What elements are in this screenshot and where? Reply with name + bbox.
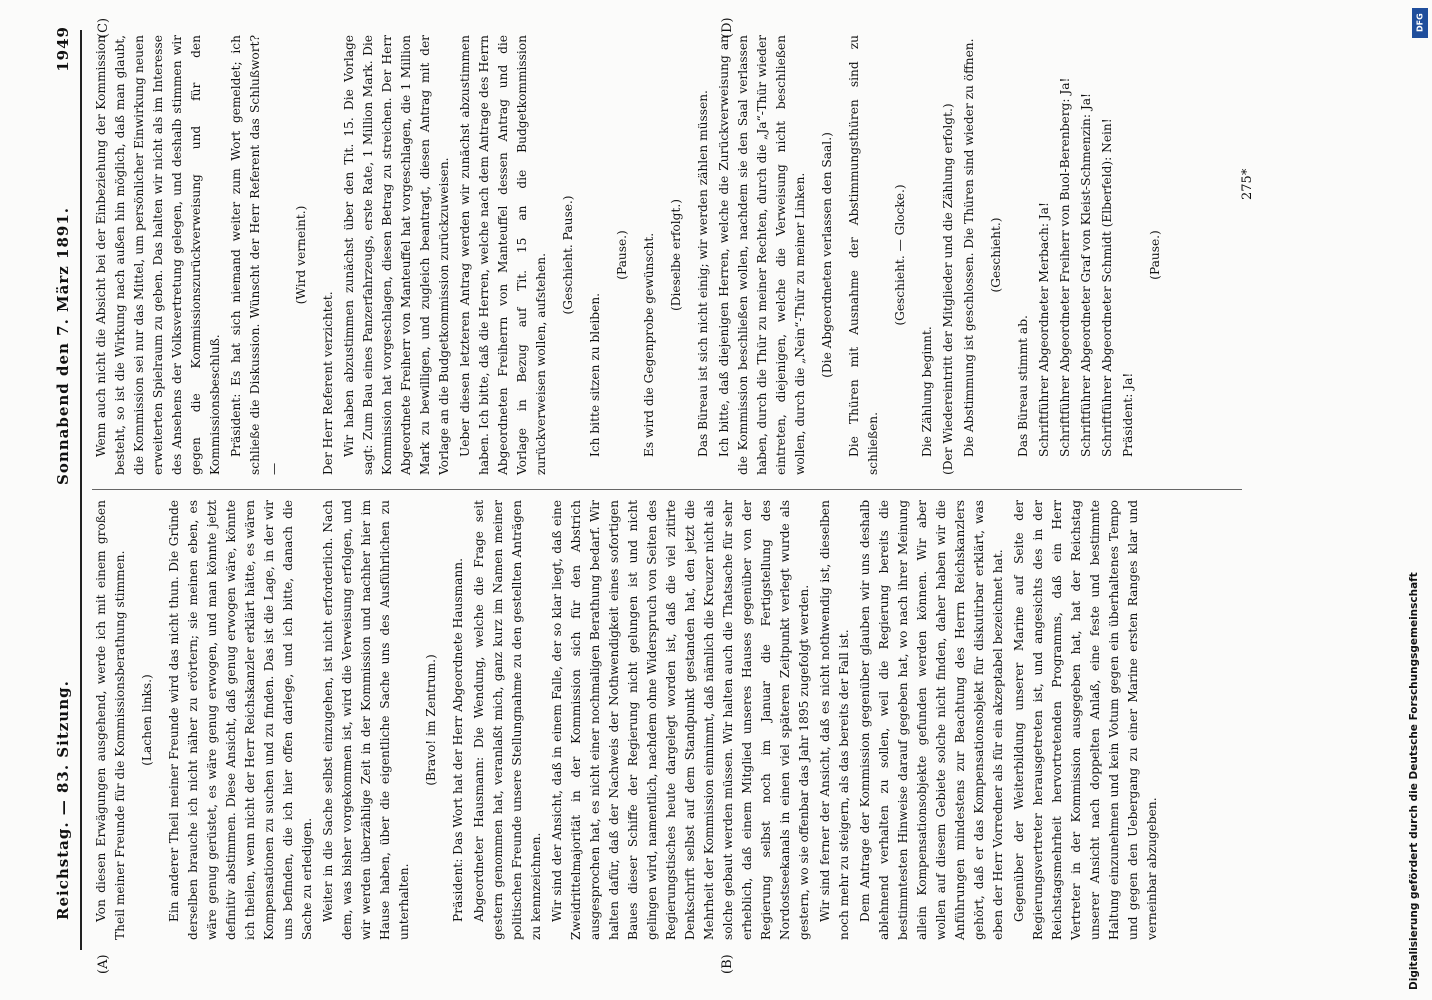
paragraph: Wir sind der Ansicht, daß in einem Falle, der so klar liegt, daß eine Zweidrittelmajorität in der Kommission sich für den Abstrich ausgesprochen hat, es nicht einer nochmaligen Berathung bedarf. Wir halten dafür, daß der Nachweis der Nothwendigkeit eines sofortigen Baues dieser Schiffe der Regierung nicht gelungen ist und nicht gelingen wird, namentlich, nachdem ohne Widerspruch von Seiten des Regierungstisches heute dargelegt worden ist, daß die viel zitirte Denkschrift selbst auf dem Standpunkt gestanden hat, den jetzt die Mehrheit der Kommission einnimmt, daß nämlich die Kreuzer nicht als solche gebaut werden müssen. Wir halten auch die Thatsache für sehr erheblich, daß einem Mitglied unseres Hauses gegenüber von der Regierung selbst noch im Januar die Fertigstellung des Nordostseekanals in einen viel späteren Zeitpunkt verlegt wurde als gestern, wo sie offenbar das Jahr 1895 zugefolgt werden. bbox=[550, 500, 811, 940]
paragraph: Dem Antrage der Kommission gegenüber glauben wir uns deshalb ablehnend verhalten zu sollen, weil die Regierung bereits die bestimmtesten Hinweise darauf gegeben hat, wo nach ihrer Meinung allein Kompensationsobjekte gefunden werden können. Wir aber wollen auf diesem Gebiete solche nicht finden, daher haben wir die Anführungen mindestens zur Beachtung des Herrn Reichskanzlers gehört, daß er das Kompensationsobjekt für diskutirbar erklärt, was eben der Herr Vorredner als für ein akzeptabel bezeichnet hat. bbox=[858, 500, 1005, 940]
dfg-logo: DFG bbox=[1412, 8, 1428, 38]
margin-marker-b: (B) bbox=[720, 954, 735, 974]
paragraph: Ueber diesen letzteren Antrag werden wir zunächst abzustimmen haben. Ich bitte, daß die Herren, welche nach dem Antrage des Herrn Abgeordneten Freiherrn von Manteuffel dessen Antrag und die Vorlage in Bezug auf Tit. 15 an die Budgetkommission zurückverweisen wollen, aufstehen. bbox=[458, 35, 548, 475]
paragraph: Gegenüber der Weiterbildung unserer Marine auf Seite der Regierungsvertreter herausgetreten ist, und angesichts des in der Reichstagsmehrheit hervortretenden Programms, daß ein Herr Vertreter in der Kommission ausgegeben hat, hat der Reichstag unserer Ansicht nach doppelten Anlaß, eine feste und bestimmte Haltung einzunehmen und kein Votum gegen ein überhaltenes Tempo und gegen den Uebergang zu einer Marine ersten Ranges klar und verneinbar abzugeben. bbox=[1012, 500, 1159, 940]
funding-credit: Digitalisierung gefördert durch die Deutsche Forschungsgemeinschaft bbox=[1408, 572, 1420, 990]
paragraph: Die Abstimmung ist geschlossen. Die Thüren sind wieder zu öffnen. bbox=[962, 38, 976, 457]
paragraph: Schriftführer Abgeordneter Merbach: Ja! bbox=[1037, 202, 1051, 457]
paragraph: Präsident: Es hat sich niemand weiter zum Wort gemeldet; ich schließe die Diskussion. Wünscht der Herr Referent das Schlußwort? — bbox=[229, 35, 281, 475]
left-column bbox=[92, 500, 1164, 940]
paragraph: Das Büreau ist sich nicht einig; wir werden zählen müssen. bbox=[696, 90, 710, 457]
paragraph: (Bravo! im Zentrum.) bbox=[424, 654, 438, 786]
paragraph: Ich bitte, daß diejenigen Herren, welche die Zurückverweisung an die Kommission beschließen wollen, nachdem sie den Saal verlassen haben, durch die Thür zu meiner Rechten, durch die „Ja“-Thür wieder eintreten, diejenigen, welche die Verweisung nicht beschließen wollen, durch die „Nein“-Thür zu meiner Linken. bbox=[717, 35, 807, 475]
paragraph: Das Büreau stimmt ab. bbox=[1016, 315, 1030, 457]
paragraph: Abgeordneter Hausmann: Die Wendung, welche die Frage seit gestern genommen hat, veranlaßt mich, ganz kurz im Namen meiner politischen Freunde unsere Stellungnahme zu den gestellten Anträgen zu kennzeichnen. bbox=[472, 500, 543, 940]
margin-marker-a: (A) bbox=[96, 954, 111, 974]
paragraph: Ich bitte sitzen zu bleiben. bbox=[588, 292, 602, 457]
paragraph: (Geschieht. — Glocke.) bbox=[893, 184, 907, 326]
running-head bbox=[54, 20, 78, 980]
paragraph: (Dieselbe erfolgt.) bbox=[669, 199, 683, 312]
paragraph: Die Zählung beginnt. bbox=[920, 326, 934, 457]
signature-mark: 275* bbox=[1240, 168, 1255, 200]
header-rule bbox=[80, 30, 82, 950]
paragraph: Wir haben abzustimmen zunächst über den Tit. 15. Die Vorlage sagt: Zum Bau eines Panzerfahrzeugs, erste Rate, 1 Million Mark. Die Kommission hat vorgeschlagen, diesen Betrag zu streichen. Der Herr Abgeordnete Freiherr von Manteuffel hat vorgeschlagen, die 1 Million Mark zu bewilligen, und zugleich beantragt, diesen Antrag mit der Vorlage an die Budgetkommission zurückzuweisen. bbox=[342, 35, 451, 475]
page-number: 1949 bbox=[54, 26, 72, 72]
paragraph: Von diesen Erwägungen ausgehend, werde ich mit einem großen Theil meiner Freunde für die Kommissionsberathung stimmen. bbox=[94, 500, 127, 940]
right-column bbox=[92, 35, 1173, 475]
paragraph: Wir sind ferner der Ansicht, daß es nicht nothwendig ist, dieselben noch mehr zu steigern, als das bereits der Fall ist. bbox=[818, 500, 851, 940]
column-divider bbox=[92, 489, 1242, 490]
paragraph: Schriftführer Abgeordneter Freiherr von Buol-Berenberg: Ja! bbox=[1058, 77, 1072, 457]
paragraph: Es wird die Gegenprobe gewünscht. bbox=[642, 232, 656, 457]
paragraph: Weiter in die Sache selbst einzugehen, ist nicht erforderlich. Nach dem, was bisher vorgekommen ist, wird die Verweisung erfolgen, und wir werden überzählige Zeit in der Kommission und nachher hier im Hause haben, über die eigentliche Sache uns des Ausführlichen zu unterhalten. bbox=[321, 500, 411, 940]
paragraph: Präsident: Das Wort hat der Herr Abgeordnete Hausmann. bbox=[451, 558, 465, 922]
header-date: Sonnabend den 7. März 1891. bbox=[54, 207, 72, 485]
paragraph: (Wird verneint.) bbox=[294, 205, 308, 305]
paragraph: Präsident: Ja! bbox=[1121, 372, 1135, 457]
paragraph: (Geschieht.) bbox=[989, 217, 1003, 293]
paragraph: (Lachen links.) bbox=[140, 674, 154, 766]
header-left: Reichstag. — 83. Sitzung. bbox=[54, 680, 72, 920]
paragraph: (Pause.) bbox=[615, 230, 629, 280]
digitization-sidebar bbox=[1398, 0, 1432, 1000]
paragraph: Wenn auch nicht die Absicht bei der Einbeziehung der Kommission besteht, so ist die Wirkung nach außen hin möglich, daß man glaubt, die Kommission sei nur das Mittel, um persönlicher Einwirkung neuen erweiterten Spielraum zu geben. Das halten wir nicht als im Interesse des Ansehens der Volksvertretung gelegen, und deshalb stimmen wir gegen die Kommissionszurückverweisung und für den Kommissionsbeschluß. bbox=[94, 35, 222, 475]
paragraph: (Die Abgeordneten verlassen den Saal.) bbox=[820, 132, 834, 378]
paragraph: (Pause.) bbox=[1148, 230, 1162, 280]
paragraph: Schriftführer Abgeordneter Graf von Kleist-Schmenzin: Ja! bbox=[1079, 93, 1093, 457]
margin-marker-d: (D) bbox=[720, 17, 735, 38]
paragraph: Die Thüren mit Ausnahme der Abstimmungsthüren sind zu schließen. bbox=[847, 35, 880, 475]
paragraph: Ein anderer Theil meiner Freunde wird das nicht thun. Die Gründe derselben brauche ich nicht näher zu erörtern; sie meinen eben, es wäre genug gerüstet, es wäre genug erwogen, und man könnte jetzt definitiv abstimmen. Diese Ansicht, daß genug erwogen wäre, könnte ich theilen, wenn nicht der Herr Reichskanzler erklärt hätte, es wären Kompensationen zu suchen und zu finden. Das ist die Lage, in der wir uns befinden, die ich hier offen darlege, und ich bitte, danach die Sache zu erledigen. bbox=[167, 500, 314, 940]
paragraph: Der Herr Referent verzichtet. bbox=[321, 291, 335, 475]
margin-marker-c: (C) bbox=[96, 17, 111, 38]
paragraph: (Geschieht. Pause.) bbox=[561, 195, 575, 315]
paragraph: Schriftführer Abgeordneter Schmidt (Elberfeld): Nein! bbox=[1100, 118, 1114, 457]
paragraph: (Der Wiedereintritt der Mitglieder und die Zählung erfolgt.) bbox=[941, 103, 955, 475]
